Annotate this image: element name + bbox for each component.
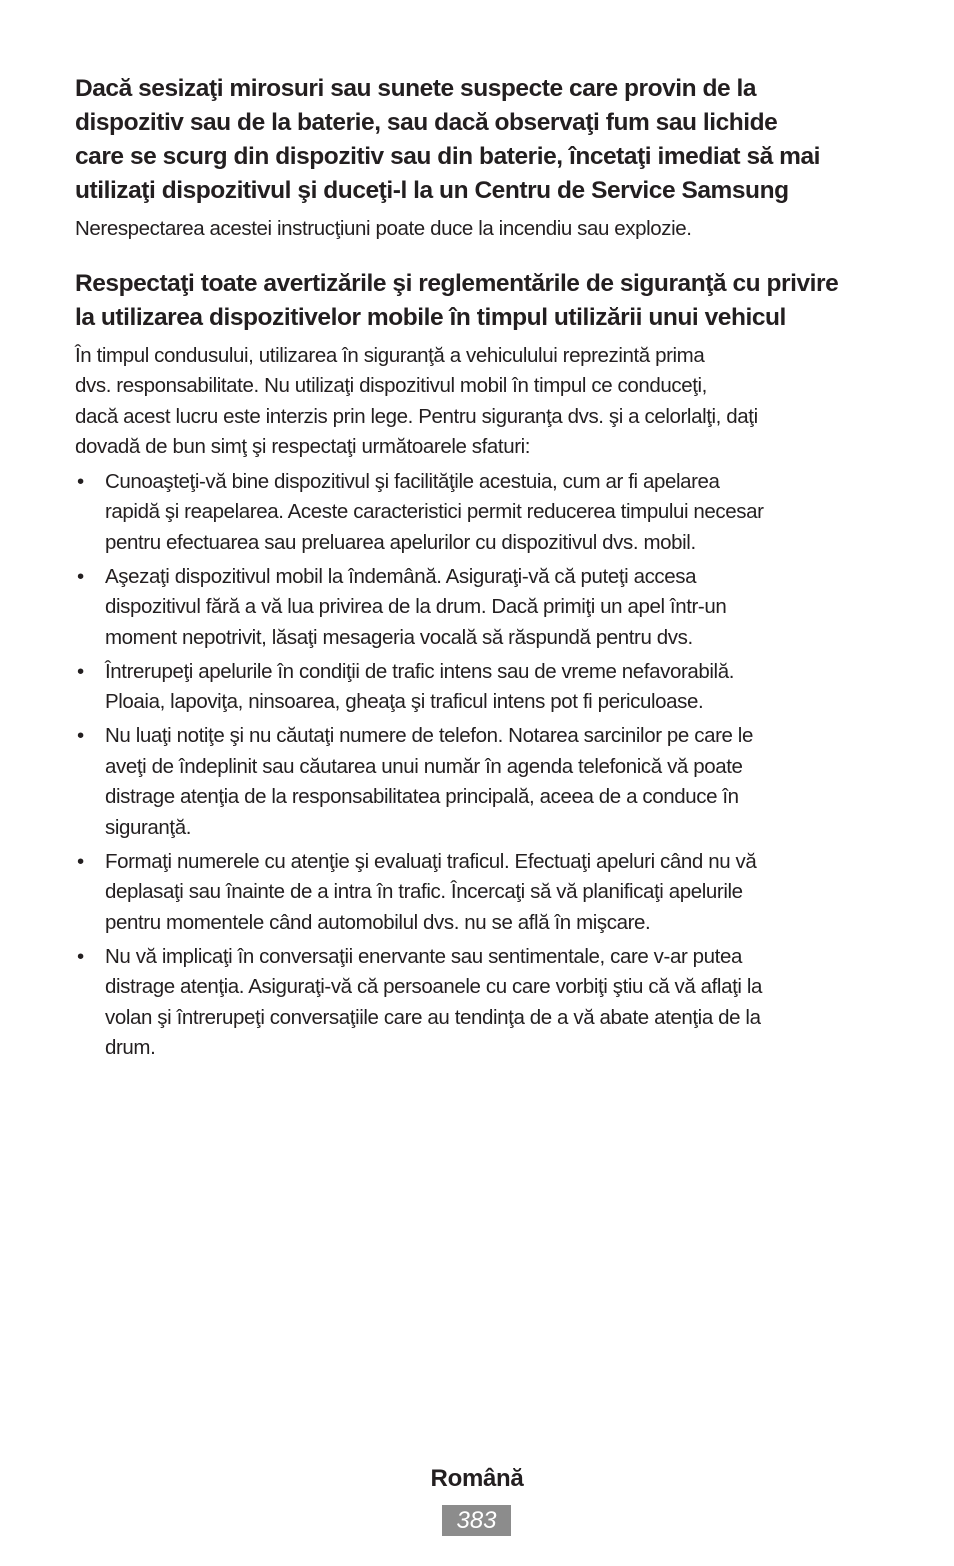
list-item-line: Întrerupeţi apelurile în condiţii de trafic intens sau de vreme nefavorabilă. xyxy=(105,659,734,683)
list-item xyxy=(75,657,895,718)
list-item-line: pentru momentele când automobilul dvs. nu se află în mişcare. xyxy=(105,910,651,934)
list-item-line: volan şi întrerupeţi conversaţiile care au tendinţa de a vă abate atenţia de la xyxy=(105,1005,761,1029)
section-body-fire-warning xyxy=(75,214,895,245)
list-item-line: pentru efectuarea sau preluarea apelurilor cu dispozitivul dvs. mobil. xyxy=(105,530,696,554)
list-item xyxy=(75,562,895,654)
list-item-line: deplasaţi sau înainte de a intra în trafic. Încercaţi să vă planificaţi apelurile xyxy=(105,880,743,903)
footer-language-label: Română xyxy=(430,1465,524,1492)
bullet-icon: • xyxy=(77,564,84,588)
driving-tips-list xyxy=(75,467,895,1064)
list-item xyxy=(75,847,895,939)
list-item-line: Formaţi numerele cu atenţie şi evaluaţi traficul. Efectuaţi apeluri când nu vă xyxy=(105,849,757,873)
body-line: dovadă de bun simţ şi respectaţi următoarele sfaturi: xyxy=(75,435,531,458)
list-item-line: Nu luaţi notiţe şi nu căutaţi numere de telefon. Notarea sarcinilor pe care le xyxy=(105,724,753,747)
list-item-line: Aşezaţi dispozitivul mobil la îndemână. Asiguraţi-vă că puteţi accesa xyxy=(105,564,697,588)
list-item-line: rapidă şi reapelarea. Aceste caracteristici permit reducerea timpului necesar xyxy=(105,500,764,523)
list-item xyxy=(75,721,895,843)
body-line: dvs. responsabilitate. Nu utilizaţi dispozitivul mobil în timpul ce conduceţi, xyxy=(75,374,707,397)
list-item xyxy=(75,467,895,559)
heading-line: care se scurg din dispozitiv sau din baterie, încetaţi imediat să mai xyxy=(75,143,821,170)
list-item-line: distrage atenţia. Asiguraţi-vă că persoanele cu care vorbiţi ştiu că vă aflaţi la xyxy=(105,975,762,998)
manual-page-content xyxy=(75,72,895,1067)
heading-line: dispozitiv sau de la baterie, sau dacă observaţi fum sau lichide xyxy=(75,109,778,136)
bullet-icon: • xyxy=(77,849,84,873)
page-number-badge: 383 xyxy=(442,1505,511,1536)
list-item-line: drum. xyxy=(105,1036,156,1059)
bullet-icon: • xyxy=(77,944,84,968)
list-item xyxy=(75,942,895,1064)
bullet-icon: • xyxy=(77,469,84,493)
body-line: În timpul condusului, utilizarea în siguranţă a vehiculului reprezintă prima xyxy=(75,343,705,367)
bullet-icon: • xyxy=(77,724,84,747)
heading-line: Dacă sesizaţi mirosuri sau sunete suspecte care provin de la xyxy=(75,75,757,102)
section-body-driving-intro xyxy=(75,341,895,463)
list-item-line: Nu vă implicaţi în conversaţii enervante sau sentimentale, care v-ar putea xyxy=(105,944,742,968)
list-item-line: aveţi de îndeplinit sau căutarea unui număr în agenda telefonică vă poate xyxy=(105,754,743,778)
list-item-line: moment nepotrivit, lăsaţi mesageria vocală să răspundă pentru dvs. xyxy=(105,625,693,649)
list-item-line: dispozitivul fără a vă lua privirea de la drum. Dacă primiţi un apel într-un xyxy=(105,595,727,618)
section-heading-vehicle-safety xyxy=(75,267,895,335)
list-item-line: Ploaia, lapoviţa, ninsoarea, gheaţa şi traficul intens pot fi periculoase. xyxy=(105,690,704,713)
heading-line: la utilizarea dispozitivelor mobile în timpul utilizării unui vehicul xyxy=(75,303,786,331)
bullet-icon: • xyxy=(77,659,84,683)
heading-line: Respectaţi toate avertizările şi reglementările de siguranţă cu privire xyxy=(75,269,839,297)
body-line: Nerespectarea acestei instrucţiuni poate duce la incendiu sau explozie. xyxy=(75,217,692,240)
heading-line: utilizaţi dispozitivul şi duceţi-l la un Centru de Service Samsung xyxy=(75,177,789,204)
list-item-line: siguranţă. xyxy=(105,815,192,839)
body-line: dacă acest lucru este interzis prin lege. Pentru siguranţa dvs. şi a celorlalţi, daţi xyxy=(75,404,758,428)
list-item-line: Cunoaşteţi-vă bine dispozitivul şi facilităţile acestuia, cum ar fi apelarea xyxy=(105,469,720,493)
list-item-line: distrage atenţia de la responsabilitatea principală, aceea de a conduce în xyxy=(105,785,739,808)
section-heading-suspicious-smells xyxy=(75,72,895,208)
